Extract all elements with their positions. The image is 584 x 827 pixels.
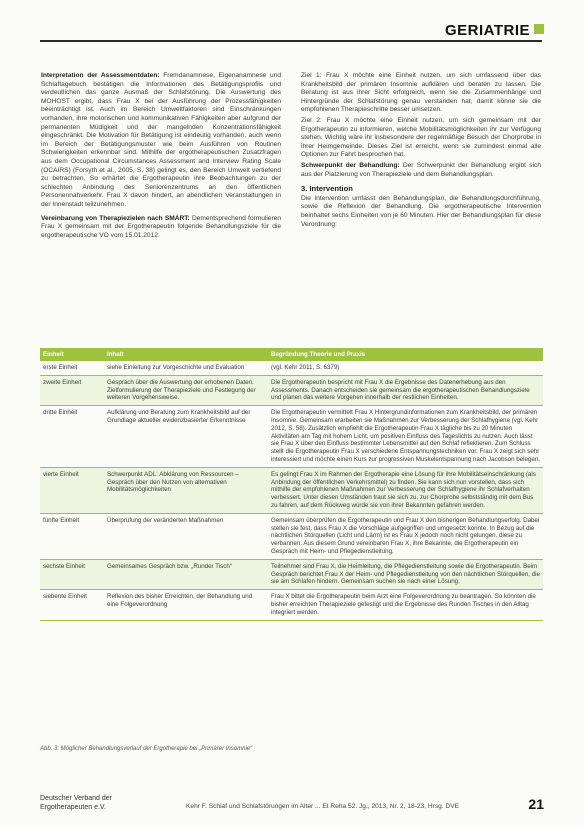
table-cell: Schwerpunkt ADL: Abklärung von Ressourcen – Gespräch über den Nutzen von alternativen Mobilitätsmöglichkeiten xyxy=(104,467,268,513)
page-number: 21 xyxy=(528,796,544,812)
table-cell: Gemeinsam überprüfen die Ergotherapeutin und Frau X den bisherigen Behandlungserfolg. Dabei stellen sie fest, dass Frau X die Vorschläge aufgegriffen und umgesetzt konnte. In Bezug auf die nächtlichen Störquellen (Licht und Lärm) ist es Frau X jedoch noch nicht gelungen, diese zu verbannen. Aus diesem Grund vereinbaren Frau X, ihre Bekannte, die Ergotherapeutin ein Gespräch mit Heim- und Pflegedienstleitung. xyxy=(268,513,543,559)
treatment-plan-table xyxy=(40,348,543,621)
table-cell: dritte Einheit xyxy=(40,406,104,468)
table-cell: Die Ergotherapeutin bespricht mit Frau X die Ergebnisse des Datenerhebung aus den Assessments. Danach entscheiden sie gemeinsam die ergotherapeutischen Behandlungsziele und planen das weitere Vorgehen innerhalb der restlichen Einheiten. xyxy=(268,375,543,405)
paragraph-body: Der Schwerpunkt der Behandlung ergibt sich aus der Platzierung von Therapieziele und dem Behandlungsplan. xyxy=(301,161,541,178)
paragraph-body: Fremdanamnese, Eigenanamnese und Schlaftagebuch bestätigen die Informationen des Betätigungsprofils und verdeutlichen das ganze Ausmaß der Schlafstörung. Die Auswertung des MOHOST ergibt, dass Frau X bei der Ausführung der Prozessfähigkeiten beeinträchtigt ist. Auch im Bereich Umweltfaktoren sind Einschränkungen vorhanden, ihre motorischen und kommunikativen Fähigkeiten aber aufgrund der permanenten Müdigkeit und der mangelnden Konzentrationsfähigkeit eingeschränkt. Die Motivation für Betätigung ist eindeutig vorhanden, auch wenn im Bereich der Betätigungsmuster wie beim Ausführen von Routinen Schwierigkeiten erkennbar sind. Mithilfe der ergotherapeutischen Zusatzfragen aus dem Occupational Circumstances Assessment and Interview Rating Scale (OCAIRS) (Forsyth et al., 2005, S. 38) gelingt es, den Bereich Umwelt vertiefend zu betrachten. So erhärtet die Ergotherapeutin ihre Beobachtungen zu der schlechten Anbindung des Seniorenzentrums an den öffentlichen Personennahverkehr. Frau X davon hindert, an abendlichen Veranstaltungen in der Innenstadt teilzunehmen. xyxy=(41,72,281,208)
table-cell: Die Ergotherapeutin vermittelt Frau X Hintergrundinformationen zum Krankheitsbild, der primären Insomnie. Gemeinsam erarbeiten sie Maßnahmen zur Verbesserung der Schlafhygiene (vgl. Kehr 2012, S. 58). Zusätzlich empfiehlt die Ergotherapeutin Frau X tägliche bis zu 20 Minuten Aktivitäten am Tag mit hohem Licht, um positiven Einfluss des Tageslichts zu nutzen. Auch lässt sie Frau X über den Einfluss bestimmter Lebensmittel auf den Schlaf reflektieren. Zum Schluss stellt die Ergotherapeutin Frau X verschiedene Entspannungstechniken vor. Frau X zeigt sich sehr interessiert und möchte einen Kurs zur progressiven Muskelentspannung nach Jacobson belegen. xyxy=(268,406,543,468)
table-cell: zweite Einheit xyxy=(40,375,104,405)
table-cell: siehe Einleitung zur Vorgeschichte und Evaluation xyxy=(104,361,268,375)
paragraph-heading: Vereinbarung von Therapiezielen nach SMART: xyxy=(41,214,190,222)
table-cell: (vgl. Kehr 2011, S. 6379) xyxy=(268,361,543,375)
publisher-line: Ergotherapeuten e.V. xyxy=(40,803,106,811)
goal-1: Ziel 1: Frau X möchte eine Einheit nutzen, um sich umfassend über das Krankheitsbild der primären Insomnie aufklären und beraten zu lassen. Die Beratung ist aus ihrer Sicht erfolgreich, wenn sie die Zusammenhänge und Hintergründe der Schlafstörung genau verstanden hat, damit könne sie die empfohlenen Therapieschritte besser umsetzen. xyxy=(301,72,541,114)
paragraph-heading: Schwerpunkt der Behandlung: xyxy=(301,161,400,169)
paragraph-heading: Interpretation der Assessmentdaten: xyxy=(41,72,160,79)
table-row xyxy=(40,513,543,559)
table-row xyxy=(40,361,543,375)
table-row xyxy=(40,559,543,589)
section-marker-square xyxy=(534,24,544,34)
figure-caption: Abb. 3: Möglicher Behandlungsverlauf der Ergotherapie bei „Primärer Insomnie“ xyxy=(40,746,253,752)
paragraph-assessment xyxy=(41,72,281,210)
table-row xyxy=(40,590,543,620)
table-header-cell: Begründung Theorie und Praxis xyxy=(268,348,543,361)
publisher-line: Deutscher Verband der xyxy=(40,795,112,802)
table-cell: Gemeinsames Gespräch bzw. „Runder Tisch“ xyxy=(104,559,268,589)
paragraph-body: Dementsprechend formulieren Frau X gemeinsam mit der Ergotherapeutin folgende Behandlungsziele für die ergotherapeutische VO vom 15.01.2012: xyxy=(41,214,281,239)
footer-citation: Kehr F. Schlaf und Schlafstörungen im Alter ... Et Reha 52. Jg., 2013, Nr. 2, 18-23, Hrsg. DVE xyxy=(186,803,460,810)
table-cell: Es gelingt Frau X im Rahmen der Ergotherapie eine Lösung für ihre Mobilitätseinschränkung (als Anbindung der öffentlichen Verkehrsmittel) zu finden. Sie kann sich nun vorstellen, dass sich mithilfe der empfohlenen Maßnahmen zur Verbesserung der Schlafhygiene ihr Schlafverhalten verbessert. Unter diesen Umständen traut sie sich zu, zur Chorprobe selbstständig mit dem Bus zu fahren, auf dem Rückweg würde sie von ihrer Bekannten gefahren werden. xyxy=(268,467,543,513)
header-rule xyxy=(40,40,542,42)
table-cell: Überprüfung der veränderten Maßnahmen xyxy=(104,513,268,559)
goal-2: Ziel 2: Frau X möchte eine Einheit nutzen, um sich gemeinsam mit der Ergotherapeutin zu informieren, welche Mobilitätsmöglichkeiten ihr zur Verfügung stehen. Wichtig wäre ihr insbesondere der regelmäßige Besuch der Chorprobe in ihrer Heimgemeinde. Dieses Ziel ist erreicht, wenn sie zumindest einmal alle Optionen zur Fahrt besprochen hat. xyxy=(301,116,541,159)
table-header-cell: Einheit xyxy=(40,348,104,361)
right-column xyxy=(301,72,541,231)
table-cell: Frau X bittet die Ergotherapeutin beim Arzt eine Folgeverordnung zu beantragen. So könnten die bisher erreichten Therapieziele gefestigt und die Ergebnisse des Runden Tisches in den Alltag integriert werden. xyxy=(268,590,543,620)
table-cell: Gespräch über die Auswertung der erhobenen Daten. Zielformulierung der Therapieziele und Festlegung der weiteren Vorgehensweise. xyxy=(104,375,268,405)
table-cell: Reflexion des bisher Erreichten, der Behandlung und eine Folgeverordnung xyxy=(104,590,268,620)
paragraph-focus xyxy=(301,162,541,179)
table-cell: sechste Einheit xyxy=(40,559,104,589)
section-heading-intervention: 3. Intervention xyxy=(301,184,353,194)
paragraph-smart xyxy=(41,215,281,241)
table-header-cell: Inhalt xyxy=(104,348,268,361)
table-cell: siebente Einheit xyxy=(40,590,104,620)
table-cell: Aufklärung und Beratung zum Krankheitsbild auf der Grundlage aktueller evidenzbasierter Erkenntnisse xyxy=(104,406,268,468)
publisher-logo-text xyxy=(40,795,112,812)
table-cell: erste Einheit xyxy=(40,361,104,375)
table-row xyxy=(40,406,543,468)
table-cell: vierte Einheit xyxy=(40,467,104,513)
table-cell: fünfte Einheit xyxy=(40,513,104,559)
table-row xyxy=(40,467,543,513)
paragraph-intervention: Die Intervention umfasst den Behandlungsplan, die Behandlungsdurchführung, sowie die Reflexion der Behandlung. Die ergotherapeutische Intervention beinhaltet sechs Einheiten von je 60 Minuten. Hier der Behandlungsplan für diese Verordnung: xyxy=(301,194,541,228)
table-row xyxy=(40,375,543,405)
table-cell: Teilnehmer sind Frau X, die Heimleitung, die Pflegedienstleitung sowie die Ergotherapeutin. Beim Gespräch berichtet Frau X der Heim- und Pflegedienstleitung von den nächtlichen Störquellen, die sie am Schlafen hindern. Gemeinsam suchen sie nach einer Lösung. xyxy=(268,559,543,589)
left-column xyxy=(41,72,281,242)
section-label: GERIATRIE xyxy=(444,22,530,39)
table-header-row xyxy=(40,348,543,361)
